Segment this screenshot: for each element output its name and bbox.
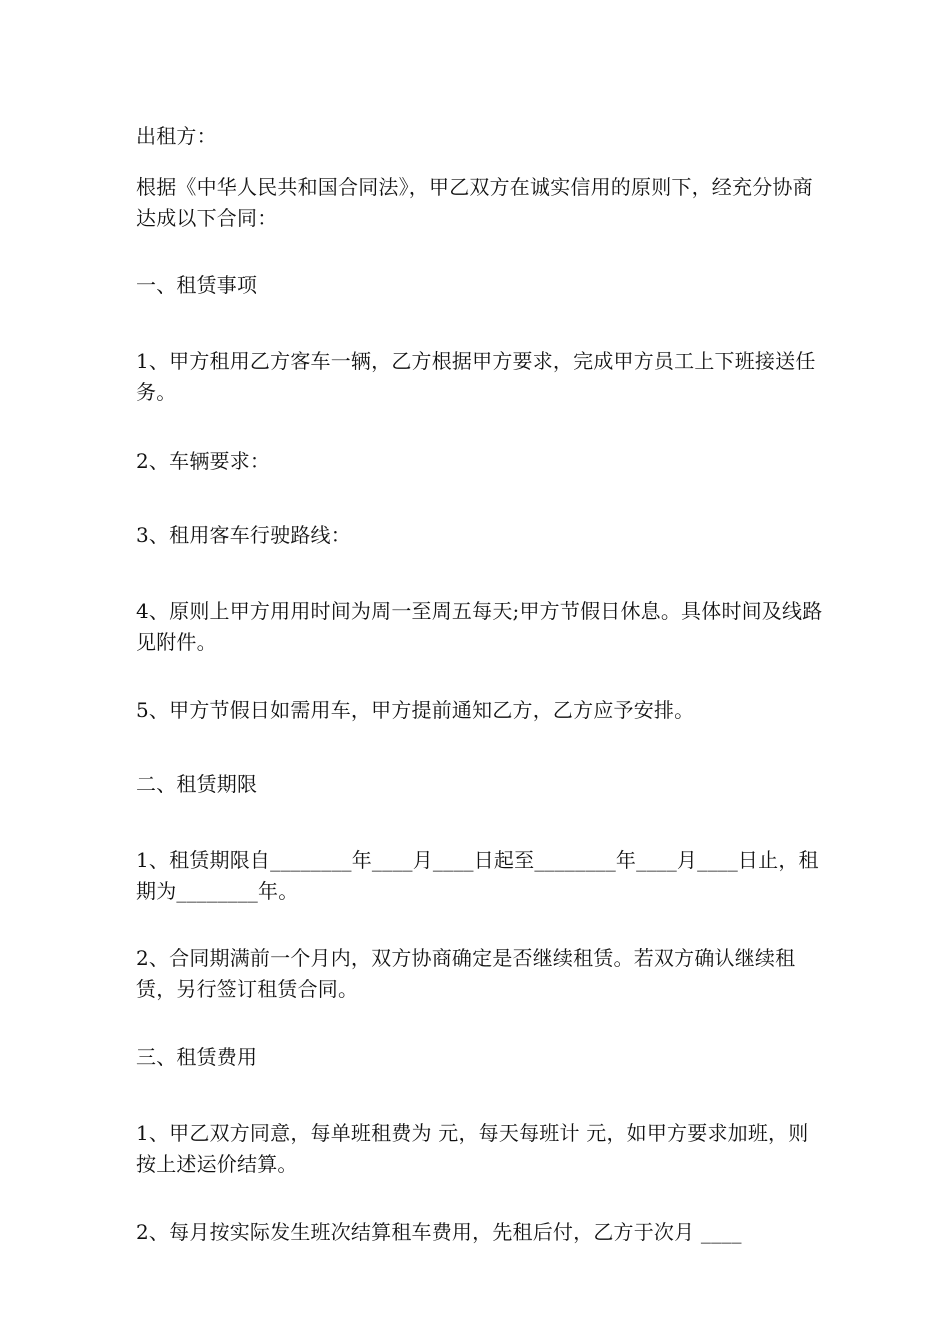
clause-3-1: 1、甲乙双方同意，每单班租费为 元，每天每班计 元，如甲方要求加班，则按上述运价结算。	[136, 1121, 809, 1176]
section-heading-lease-term: 二、租赁期限	[136, 772, 258, 796]
clause-3-2: 2、每月按实际发生班次结算租车费用，先租后付，乙方于次月 ____	[136, 1220, 742, 1244]
clause-1-4: 4、原则上甲方用用时间为周一至周五每天;甲方节假日休息。具体时间及线路见附件。	[136, 599, 823, 654]
preamble-paragraph: 根据《中华人民共和国合同法》，甲乙双方在诚实信用的原则下，经充分协商达成以下合同：	[136, 175, 813, 230]
section-heading-lease-fees: 三、租赁费用	[136, 1045, 258, 1069]
clause-2-2: 2、合同期满前一个月内，双方协商确定是否继续租赁。若双方确认继续租赁，另行签订租赁合同。	[136, 946, 796, 1001]
clause-2-1: 1、租赁期限自________年____月____日起至________年____月____日止，租期为________年。	[136, 848, 819, 903]
clause-1-2: 2、车辆要求：	[136, 449, 271, 473]
clause-1-3: 3、租用客车行驶路线：	[136, 523, 351, 547]
lessor-label: 出租方：	[136, 124, 217, 148]
clause-1-1: 1、甲方租用乙方客车一辆，乙方根据甲方要求，完成甲方员工上下班接送任务。	[136, 349, 816, 404]
clause-1-5: 5、甲方节假日如需用车，甲方提前通知乙方，乙方应予安排。	[136, 698, 695, 722]
section-heading-lease-items: 一、租赁事项	[136, 273, 258, 297]
